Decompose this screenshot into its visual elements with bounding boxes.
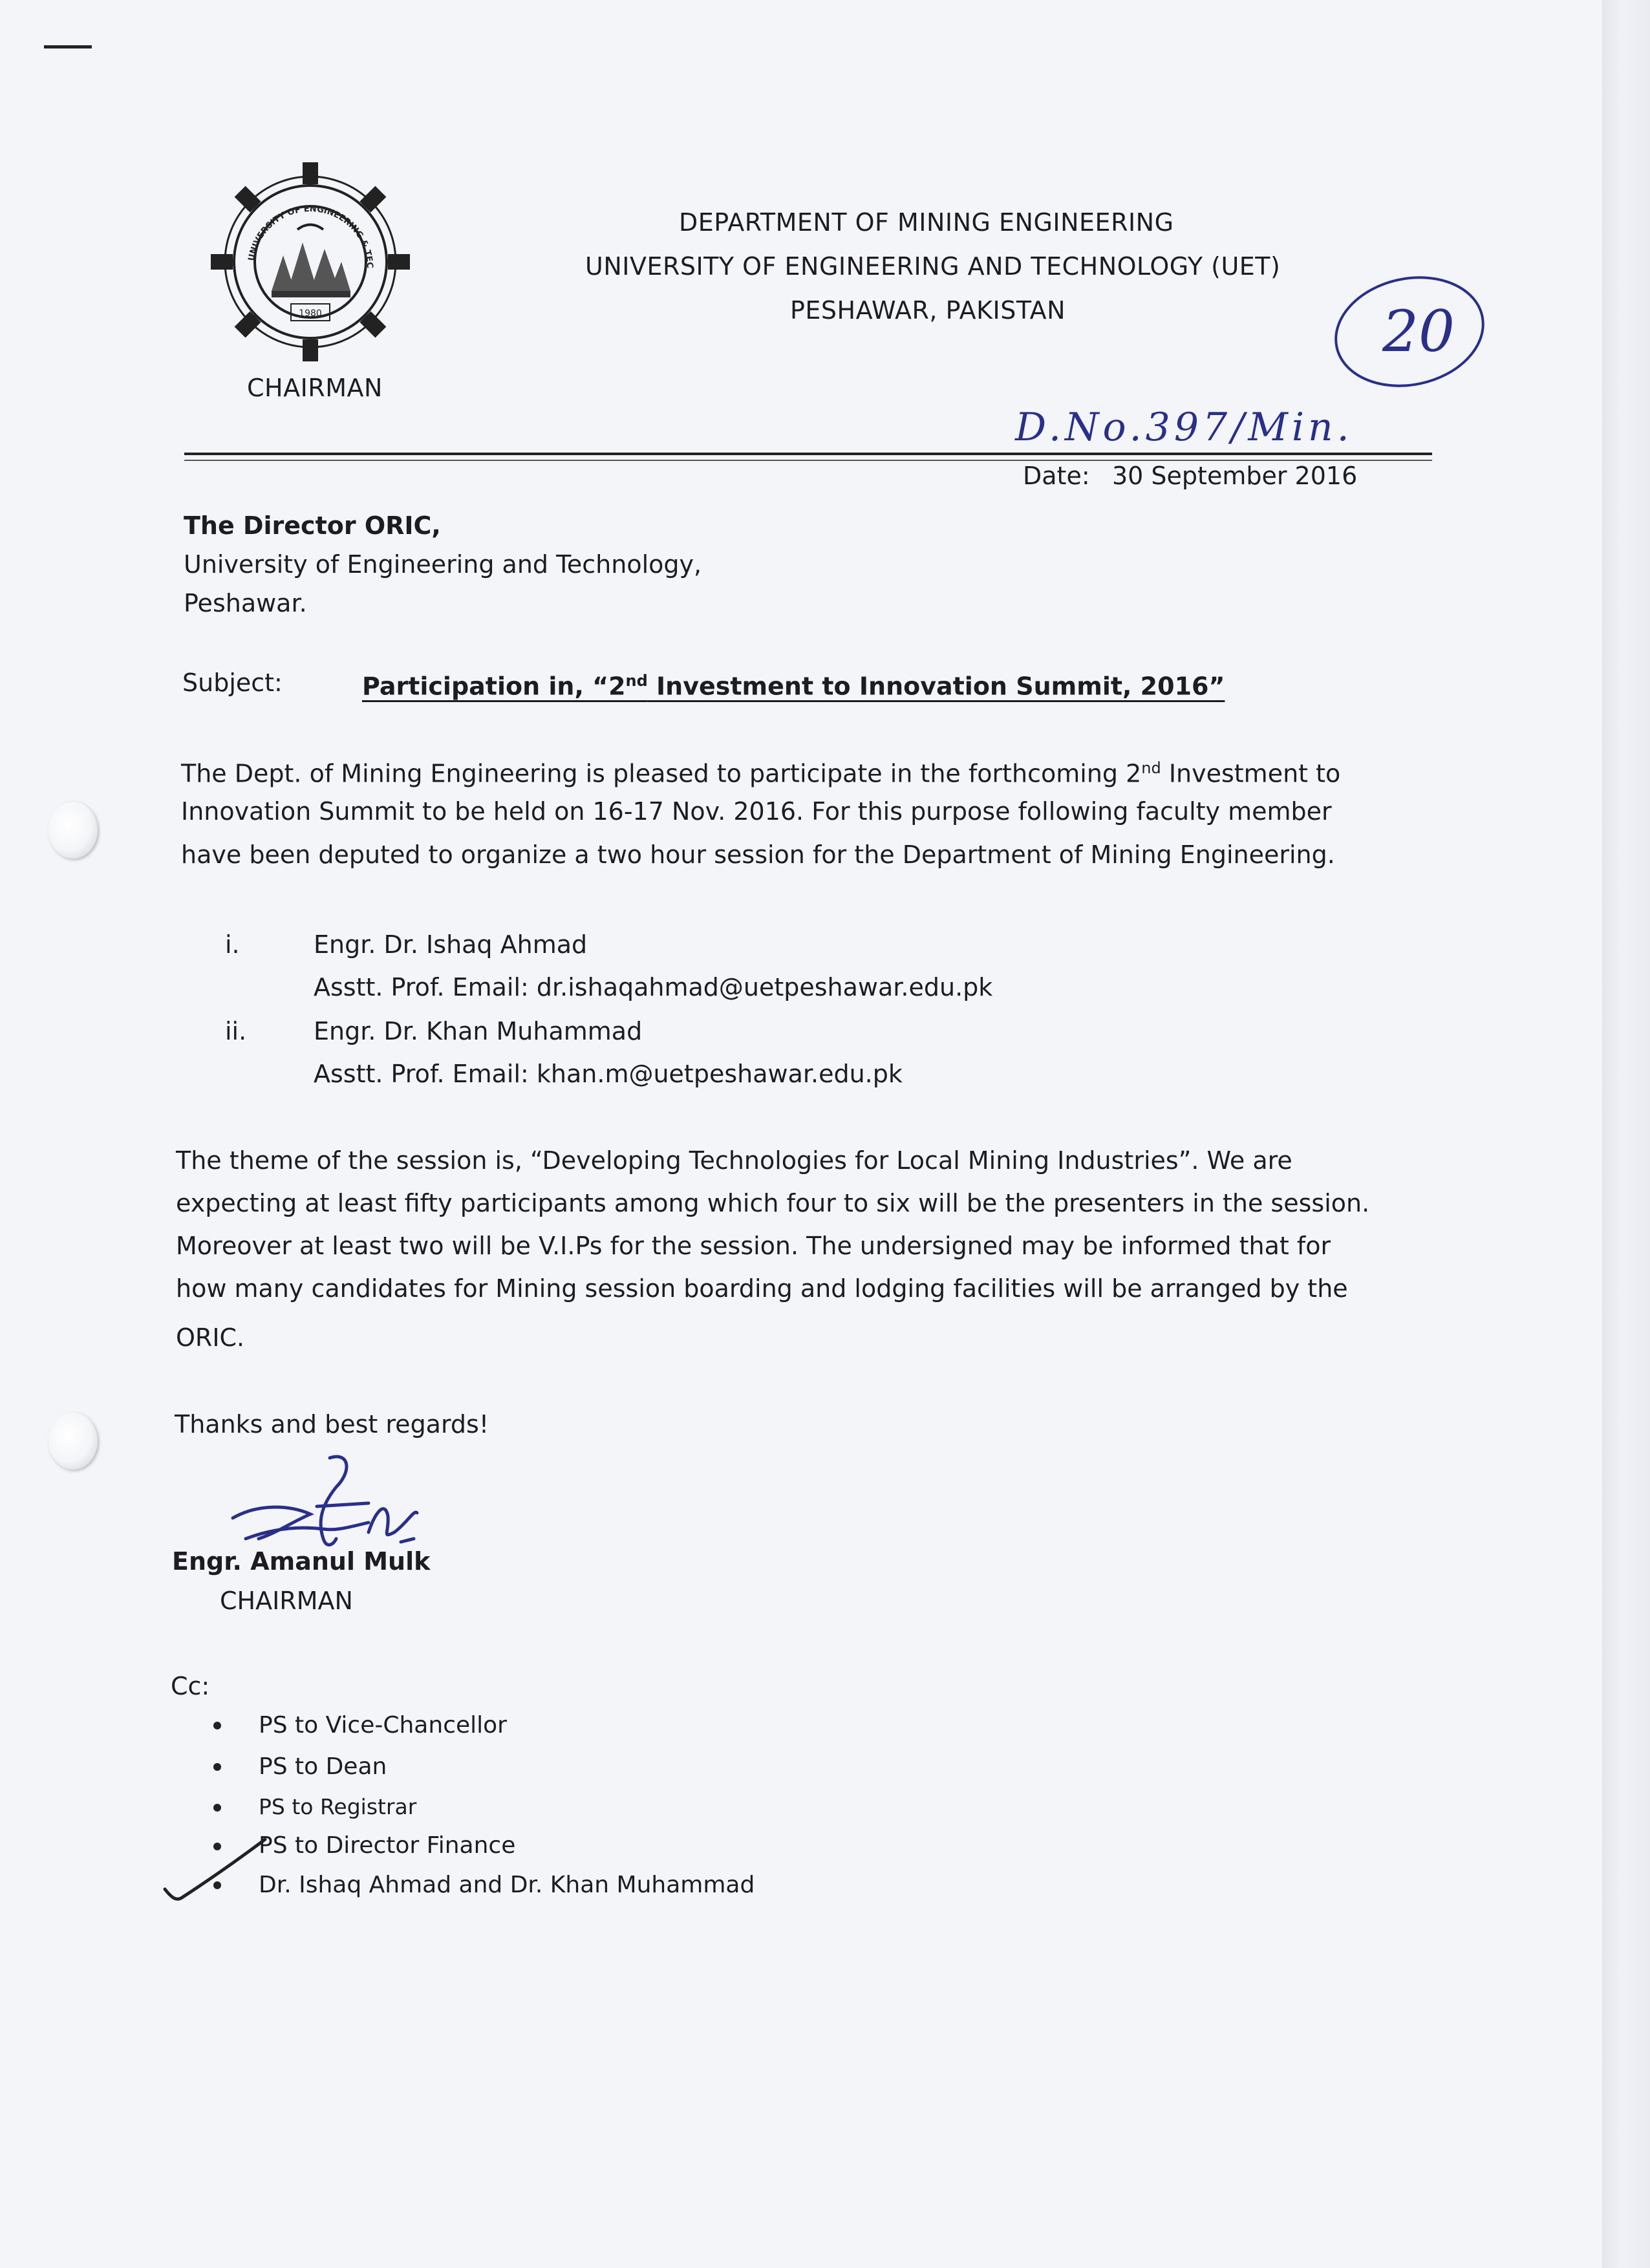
member-2-name: Engr. Dr. Khan Muhammad (314, 1017, 643, 1045)
university-seal-icon (202, 151, 414, 365)
subject-sup: nd (625, 672, 648, 690)
paper-edge (1602, 0, 1650, 2268)
subject-line (362, 659, 1225, 708)
dispatch-number: D.No.397/Min. (1015, 405, 1353, 450)
cc-bullet (213, 1763, 221, 1771)
signatory-name: Engr. Amanul Mulk (172, 1547, 431, 1576)
paragraph1-sup: nd (1141, 759, 1161, 777)
paragraph2-line1: The theme of the session is, “Developing Technologies for Local Mining Industries”. We are (176, 1146, 1292, 1175)
cc-item-4: PS to Director Finance (259, 1832, 516, 1859)
tick-mark-icon (162, 1836, 272, 1914)
member-2-number: ii. (225, 1017, 247, 1045)
member-2-detail: Asstt. Prof. Email: khan.m@uetpeshawar.edu.pk (314, 1060, 903, 1088)
seal-text: UNIVERSITY OF ENGINEERING & TECHNOLOGY PESHAWAR (202, 151, 375, 269)
letterhead-university: UNIVERSITY OF ENGINEERING AND TECHNOLOGY (UET) (585, 252, 1281, 281)
recipient-city: Peshawar. (184, 589, 307, 617)
recipient-institution: University of Engineering and Technology, (184, 550, 702, 579)
date-label: Date: (1023, 462, 1090, 490)
chairman-label: CHAIRMAN (247, 374, 383, 402)
seal-year: 1980 (299, 308, 322, 319)
paragraph2-line4: how many candidates for Mining session boarding and lodging facilities will be arranged by the (176, 1274, 1348, 1303)
signatory-title: CHAIRMAN (220, 1587, 353, 1615)
closing-text: Thanks and best regards! (175, 1410, 489, 1439)
circled-number-text: 20 (1382, 298, 1455, 365)
paragraph1-line3: have been deputed to organize a two hour session for the Department of Mining Engineering. (181, 840, 1335, 869)
subject-suffix: Investment to Innovation Summit, 2016” (647, 672, 1225, 701)
punch-hole-top (48, 802, 98, 859)
paragraph1-line2: Innovation Summit to be held on 16-17 Nov. 2016. For this purpose following faculty member (181, 797, 1332, 826)
svg-text:UNIVERSITY OF ENGINEERING & TE (202, 151, 374, 268)
subject-label: Subject: (182, 669, 283, 697)
circled-file-number (1325, 268, 1494, 391)
letterhead-department: DEPARTMENT OF MINING ENGINEERING (679, 208, 1174, 237)
cc-label: Cc: (171, 1672, 210, 1700)
paragraph1-line1-a: The Dept. of Mining Engineering is pleased to participate in the forthcoming 2 (181, 759, 1142, 788)
punch-hole-bottom (48, 1413, 98, 1470)
cc-item-5: Dr. Ishaq Ahmad and Dr. Khan Muhammad (259, 1872, 755, 1898)
member-1-detail: Asstt. Prof. Email: dr.ishaqahmad@uetpeshawar.edu.pk (314, 973, 993, 1001)
paragraph2-line2: expecting at least fifty participants among which four to six will be the presenters in the session. (176, 1189, 1370, 1217)
scan-mark (44, 45, 92, 48)
date-value: 30 September 2016 (1112, 462, 1358, 490)
cc-item-3: PS to Registrar (259, 1794, 417, 1819)
member-1-number: i. (225, 930, 240, 959)
paragraph1-line1-b: Investment to (1161, 759, 1341, 788)
cc-item-2: PS to Dean (259, 1753, 387, 1780)
member-1-name: Engr. Dr. Ishaq Ahmad (314, 930, 588, 959)
recipient-title: The Director ORIC, (184, 511, 441, 540)
paragraph2-line3: Moreover at least two will be V.I.Ps for the session. The undersigned may be informed that for (176, 1232, 1331, 1260)
paragraph2-line5: ORIC. (176, 1323, 245, 1352)
cc-bullet (213, 1804, 221, 1812)
letterhead-location: PESHAWAR, PAKISTAN (790, 296, 1066, 325)
subject-prefix: Participation in, “2 (362, 672, 626, 701)
cc-bullet (213, 1722, 221, 1729)
paragraph1-line1 (181, 747, 1340, 795)
cc-item-1: PS to Vice-Chancellor (259, 1712, 507, 1738)
